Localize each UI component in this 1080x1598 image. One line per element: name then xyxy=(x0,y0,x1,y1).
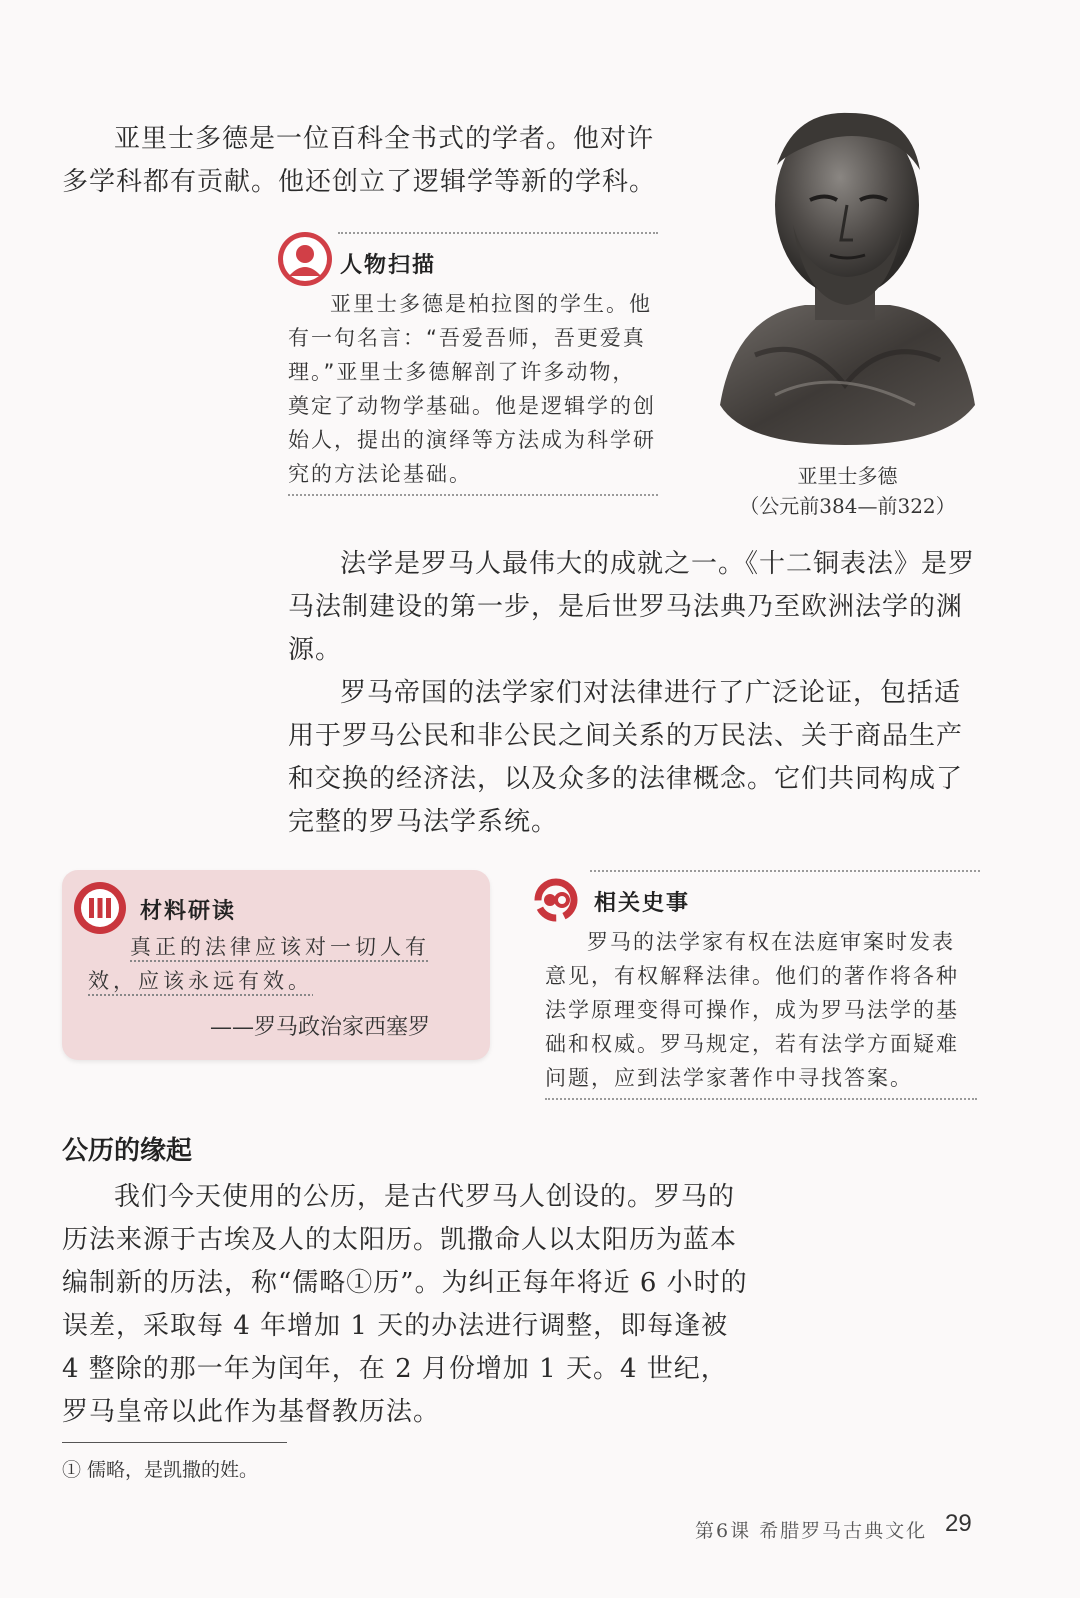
footer-lesson-title: 第6课 希腊罗马古典文化 xyxy=(695,1520,928,1542)
law-paragraphs xyxy=(288,543,980,844)
material-icon xyxy=(72,880,128,936)
intro-paragraph xyxy=(62,118,672,204)
footnote: ① 儒略，是凯撒的姓。 xyxy=(62,1459,259,1481)
history-box-text-wrap xyxy=(545,925,977,1095)
profile-icon xyxy=(276,230,334,288)
profile-box-text-wrap xyxy=(288,287,658,491)
footer-page-number: 29 xyxy=(945,1510,972,1537)
calendar-paragraph-wrap xyxy=(62,1176,748,1434)
profile-box-bottom-border xyxy=(288,494,658,496)
calendar-heading: 公历的缘起 xyxy=(62,1136,193,1166)
footnote-divider xyxy=(62,1442,287,1443)
portrait-caption-name: 亚里士多德 xyxy=(797,464,898,488)
calendar-paragraph: 我们今天使用的公历，是古代罗马人创设的。罗马的历法来源于古埃及人的太阳历。凯撒命人以太阳历为蓝本编制新的历法，称“儒略①历”。为纠正每年将近 6 小时的误差，采取每 4 年增加 1 天的办法进行调整，即每逢被 4 整除的那一年为闰年，在 2 月份增加 1 天。4 世纪，罗马皇帝以此作为基督教历法。 xyxy=(62,1182,748,1427)
intro-text: 亚里士多德是一位百科全书式的学者。他对许多学科都有贡献。他还创立了逻辑学等新的学科。 xyxy=(62,124,657,197)
material-box-quote-wrap xyxy=(88,930,468,998)
profile-box-text: 亚里士多德是柏拉图的学生。他有一句名言：“吾爱吾师，吾更爱真理。”亚里士多德解剖了许多动物，奠定了动物学基础。他是逻辑学的创始人，提出的演绎等方法成为科学研究的方法论基础。 xyxy=(288,292,656,486)
law-paragraph-2: 罗马帝国的法学家们对法律进行了广泛论证，包括适用于罗马公民和非公民之间关系的万民法、关于商品生产和交换的经济法，以及众多的法律概念。它们共同构成了完整的罗马法学系统。 xyxy=(288,678,964,837)
history-box-text: 罗马的法学家有权在法庭审案时发表意见，有权解释法律。他们的著作将各种法学原理变得可操作，成为罗马法学的基础和权威。罗马规定，若有法学方面疑难问题，应到法学家著作中寻找答案。 xyxy=(545,930,959,1090)
portrait-caption-dates: （公元前384—前322） xyxy=(739,494,956,518)
law-paragraph-1: 法学是罗马人最伟大的成就之一。《十二铜表法》是罗马法制建设的第一步，是后世罗马法典乃至欧洲法学的渊源。 xyxy=(288,549,976,665)
material-box-quote: 真正的法律应该对一切人有效，应该永远有效。 xyxy=(88,935,430,993)
profile-box-top-border xyxy=(338,232,658,234)
history-box-title: 相关史事 xyxy=(594,891,691,916)
material-box-title: 材料研读 xyxy=(140,899,237,924)
profile-box-title: 人物扫描 xyxy=(340,253,437,278)
aristotle-bust-image xyxy=(715,105,980,450)
history-box-top-border xyxy=(590,870,980,872)
history-box-bottom-border xyxy=(545,1098,977,1100)
material-box-source: ——罗马政治家西塞罗 xyxy=(210,1015,431,1040)
history-icon xyxy=(528,872,584,928)
